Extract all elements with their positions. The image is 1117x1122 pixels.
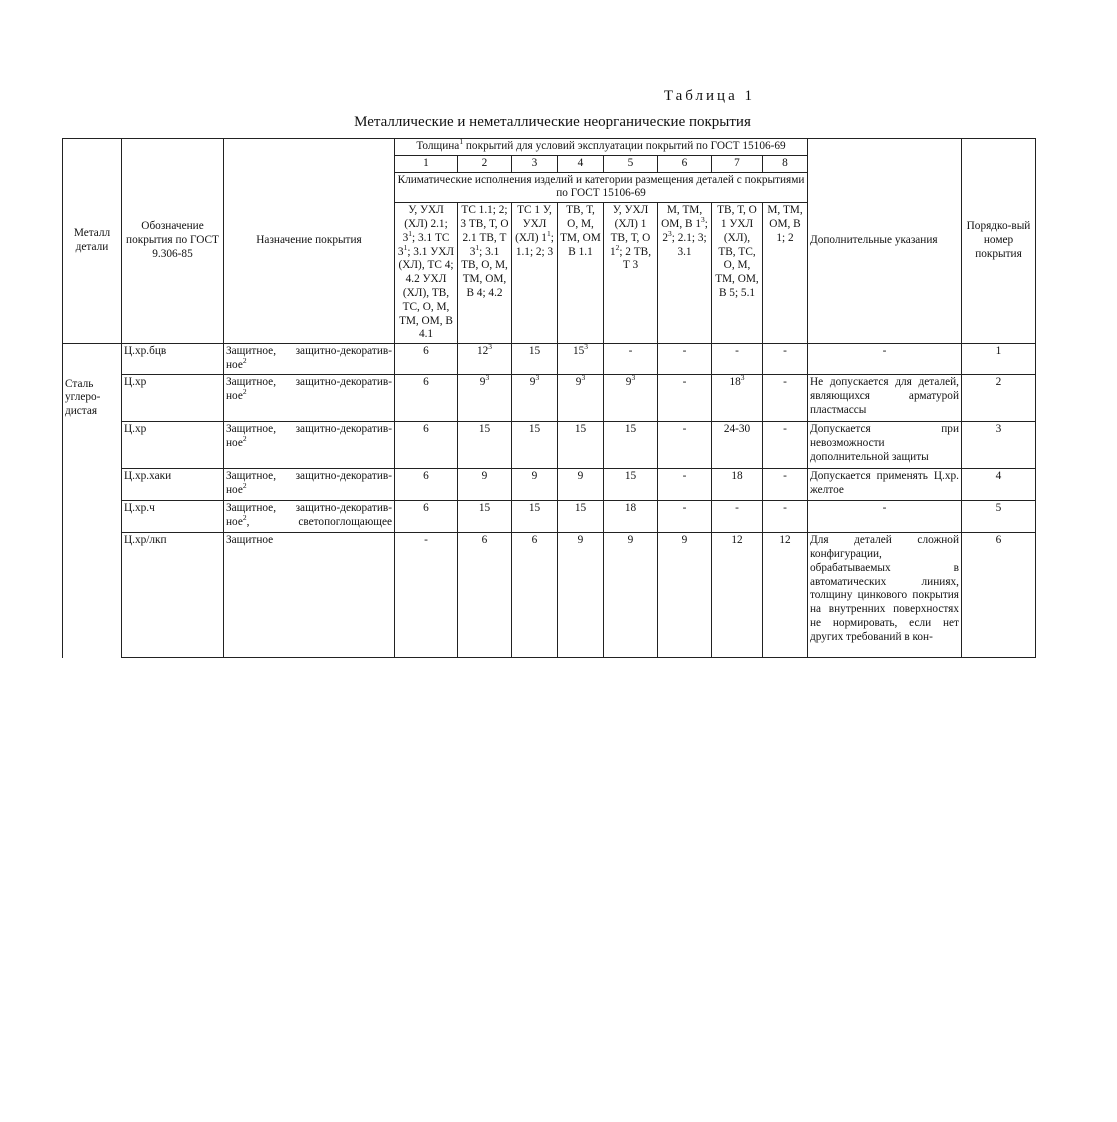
purpose-cell: Защитное, защитно-декоративное$^2$, светопоглощающее	[224, 501, 395, 533]
thickness-value: 9	[458, 469, 512, 501]
thickness-value: 12	[763, 533, 808, 658]
designation-cell: Ц.хр.хаки	[122, 469, 224, 501]
thickness-value: 12	[712, 533, 763, 658]
metal-cell-empty	[63, 422, 122, 469]
thickness-value: 9	[604, 533, 658, 658]
designation-cell: Ц.хр	[122, 422, 224, 469]
thickness-value: 6	[395, 375, 458, 422]
thickness-value: 18	[712, 469, 763, 501]
thickness-value: 9	[658, 533, 712, 658]
purpose-cell: Защитное, защитно-декоративное$^2$	[224, 422, 395, 469]
thickness-value: 6	[395, 344, 458, 375]
thickness-value: $9^3$	[558, 375, 604, 422]
thickness-value: $12^3$	[458, 344, 512, 375]
thickness-value: -	[395, 533, 458, 658]
number-cell: 6	[962, 533, 1036, 658]
thickness-value: 15	[558, 501, 604, 533]
climatic-group: ТВ, Т, О 1 УХЛ (ХЛ), ТВ, ТС, О, М, ТМ, ОМ, В 5; 5.1	[712, 203, 763, 344]
table-row	[63, 422, 1036, 469]
designation-cell: Ц.хр	[122, 375, 224, 422]
table-row	[63, 469, 1036, 501]
thickness-value: -	[658, 501, 712, 533]
climatic-group: ТС 1.1; 2; 3 ТВ, Т, О 2.1 ТВ, Т $3^1$; 3.1 ТВ, О, М, ТМ, ОМ, В 4; 4.2	[458, 203, 512, 344]
note-cell: Допускается при невозможности дополнительной защиты	[808, 422, 962, 469]
number-cell: 1	[962, 344, 1036, 375]
thickness-value: 15	[558, 422, 604, 469]
thickness-value: -	[763, 501, 808, 533]
climatic-group: У, УХЛ (ХЛ) 1 ТВ, Т, О $1^2$; 2 ТВ, Т 3	[604, 203, 658, 344]
thickness-value: $9^3$	[512, 375, 558, 422]
group-number: 7	[712, 155, 763, 172]
climatic-group: ТВ, Т, О, М, ТМ, ОМ В 1.1	[558, 203, 604, 344]
thickness-value: 18	[604, 501, 658, 533]
thickness-value: -	[763, 422, 808, 469]
table-title: Металлические и неметаллические неорганические покрытия	[354, 114, 751, 130]
table-row	[63, 501, 1036, 533]
metal-cell: Сталь углеро-дистая	[63, 375, 122, 422]
header-row-1	[63, 139, 1036, 156]
thickness-value: -	[763, 344, 808, 375]
climatic-group: М, ТМ, ОМ, В $1^3$; $2^3$; 2.1; 3; 3.1	[658, 203, 712, 344]
group-number: 1	[395, 155, 458, 172]
purpose-cell: Защитное, защитно-декоративное$^2$	[224, 469, 395, 501]
number-cell: 3	[962, 422, 1036, 469]
number-cell: 4	[962, 469, 1036, 501]
number-cell: 5	[962, 501, 1036, 533]
metal-cell-empty	[63, 344, 122, 375]
note-cell: Не допускается для деталей, являющихся арматурой пластмассы	[808, 375, 962, 422]
climatic-group: М, ТМ, ОМ, В 1; 2	[763, 203, 808, 344]
thickness-value: 9	[512, 469, 558, 501]
climatic-group: ТС 1 У, УХЛ (ХЛ) $1^1$; 1.1; 2; 3	[512, 203, 558, 344]
thickness-value: 15	[458, 501, 512, 533]
climatic-group: У, УХЛ (ХЛ) 2.1; $3^1$; 3.1 ТС $3^1$; 3.1 УХЛ (ХЛ), ТС 4; 4.2 УХЛ (ХЛ), ТВ, ТС, О, М, ТМ, ОМ, В 4.1	[395, 203, 458, 344]
thickness-value: 9	[558, 533, 604, 658]
table-row	[63, 375, 1036, 422]
thickness-value: 15	[604, 469, 658, 501]
group-number: 4	[558, 155, 604, 172]
thickness-value: 15	[458, 422, 512, 469]
header-metal: Металл детали	[63, 139, 122, 344]
metal-cell-empty	[63, 469, 122, 501]
note-cell: Для деталей сложной конфигурации, обрабатываемых в автоматических линиях, толщину цинкового покрытия на внутренних поверхностях не нормировать, если нет других требований в кон-	[808, 533, 962, 658]
thickness-value: $9^3$	[458, 375, 512, 422]
group-number: 2	[458, 155, 512, 172]
table-row	[63, 344, 1036, 375]
thickness-value: -	[658, 375, 712, 422]
group-number: 6	[658, 155, 712, 172]
thickness-value: 6	[512, 533, 558, 658]
thickness-value: 9	[558, 469, 604, 501]
thickness-value: -	[658, 344, 712, 375]
table-row	[63, 533, 1036, 658]
header-designation: Обозначение покрытия по ГОСТ 9.306-85	[122, 139, 224, 344]
metal-cell-empty	[63, 501, 122, 533]
table-body	[63, 344, 1036, 658]
number-cell: 2	[962, 375, 1036, 422]
group-number: 8	[763, 155, 808, 172]
thickness-value: $9^3$	[604, 375, 658, 422]
header-thickness: Толщина$^1$ покрытий для условий эксплуатации покрытий по ГОСТ 15106-69	[395, 139, 808, 156]
designation-cell: Ц.хр.ч	[122, 501, 224, 533]
thickness-value: 15	[604, 422, 658, 469]
purpose-cell: Защитное, защитно-декоративное$^2$	[224, 344, 395, 375]
group-number: 3	[512, 155, 558, 172]
thickness-value: -	[712, 501, 763, 533]
note-cell: -	[808, 344, 962, 375]
thickness-value: -	[763, 469, 808, 501]
table-label: Таблица 1	[663, 88, 755, 104]
thickness-value: 15	[512, 422, 558, 469]
header-number: Порядко-вый номер покрытия	[962, 139, 1036, 344]
coatings-table	[62, 138, 1036, 658]
thickness-value: -	[712, 344, 763, 375]
thickness-value: 6	[395, 501, 458, 533]
thickness-value: -	[658, 422, 712, 469]
header-climatic: Климатические исполнения изделий и категории размещения деталей с покрытиями по ГОСТ 15106-69	[395, 172, 808, 203]
thickness-value: -	[604, 344, 658, 375]
thickness-value: $18^3$	[712, 375, 763, 422]
designation-cell: Ц.хр.бцв	[122, 344, 224, 375]
header-additional: Дополнительные указания	[808, 139, 962, 344]
thickness-value: -	[763, 375, 808, 422]
note-cell: Допускается применять Ц.хр. желтое	[808, 469, 962, 501]
thickness-value: 6	[395, 469, 458, 501]
metal-cell-empty	[63, 533, 122, 658]
thickness-value: 15	[512, 501, 558, 533]
header-purpose: Назначение покрытия	[224, 139, 395, 344]
purpose-cell: Защитное, защитно-декоративное$^2$	[224, 375, 395, 422]
thickness-value: 6	[458, 533, 512, 658]
thickness-value: 24-30	[712, 422, 763, 469]
thickness-value: 6	[395, 422, 458, 469]
thickness-value: 15	[512, 344, 558, 375]
thickness-value: -	[658, 469, 712, 501]
purpose-cell: Защитное	[224, 533, 395, 658]
note-cell: -	[808, 501, 962, 533]
designation-cell: Ц.хр/лкп	[122, 533, 224, 658]
group-number: 5	[604, 155, 658, 172]
thickness-value: $15^3$	[558, 344, 604, 375]
